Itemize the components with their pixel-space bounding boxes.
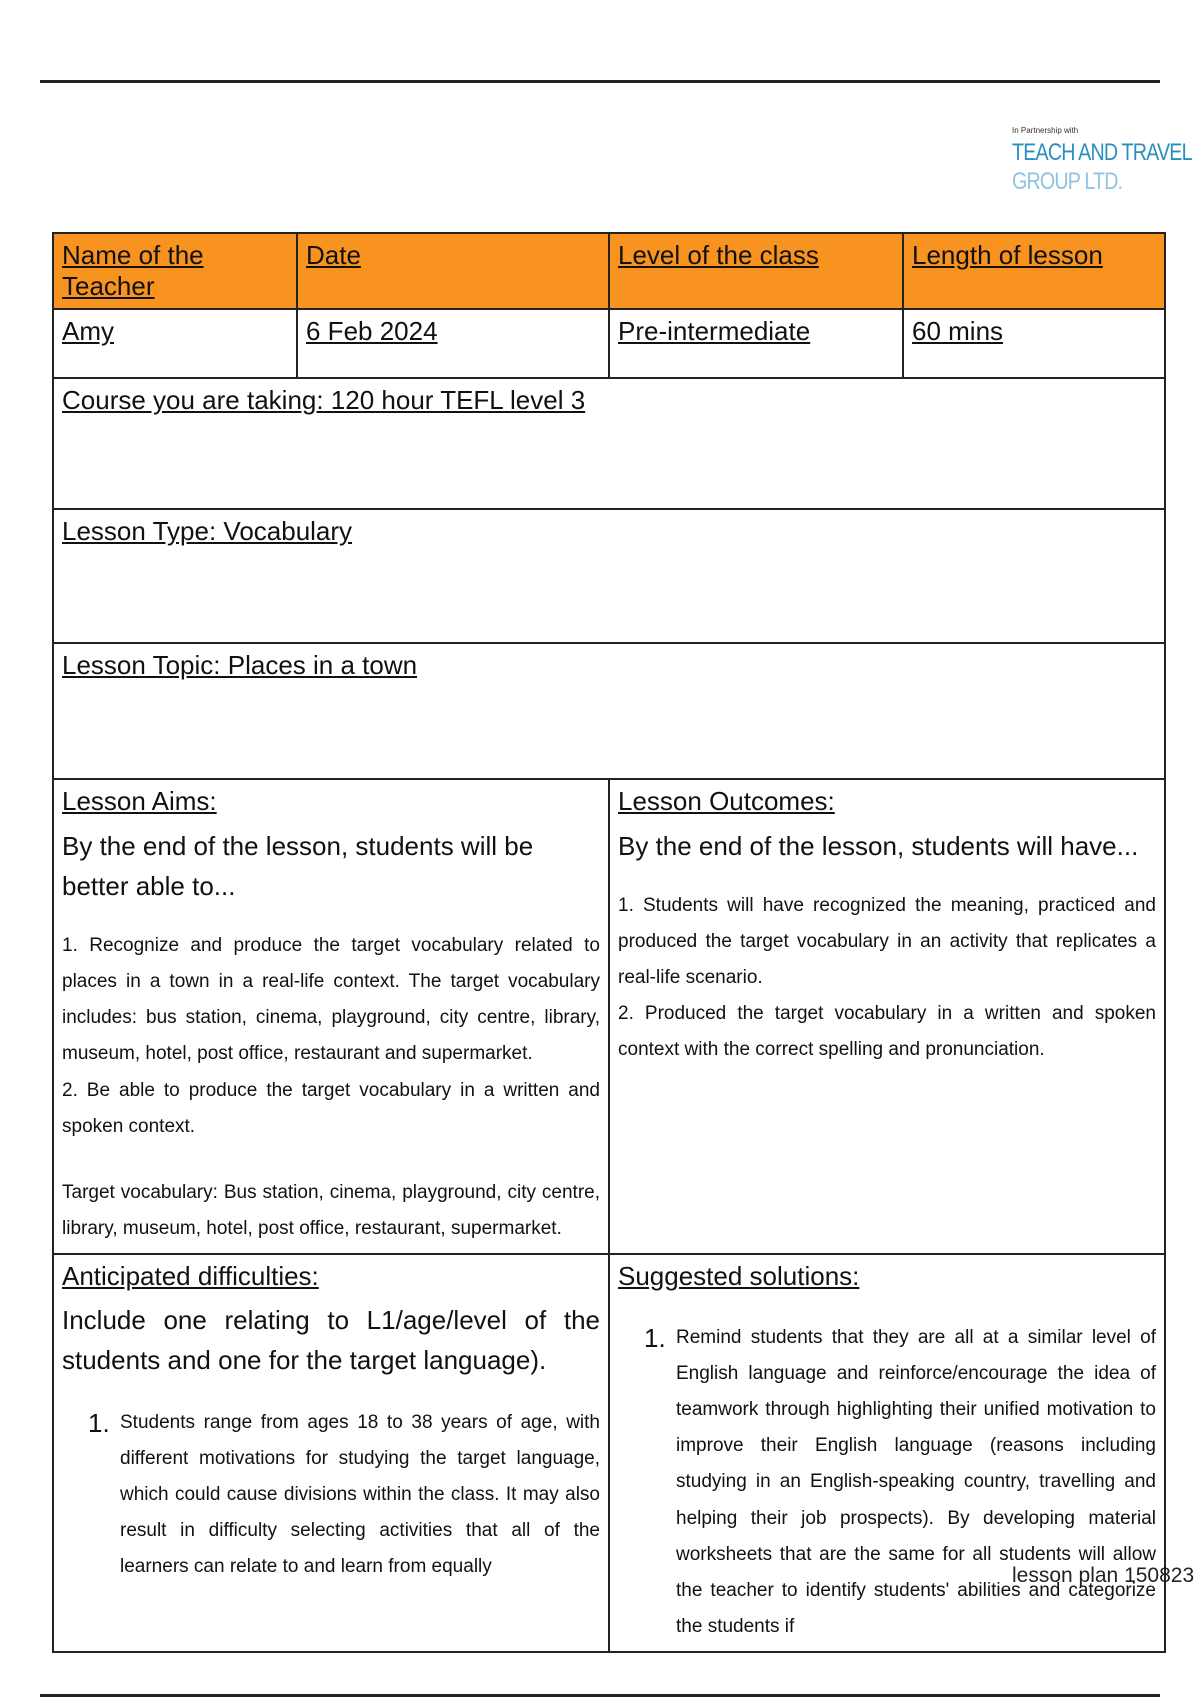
difficulties-cell <box>53 1254 609 1652</box>
partner-logo <box>1012 126 1192 197</box>
solution-text-1: Remind students that they are all at a similar level of English language and reinforce/encourage the idea of teamwork through highlighting their unified motivation to improve their English language (reasons including studying in an English-speaking country, travelling and helping their job prospects). By developing material worksheets that are the same for all students will allow the teacher to identify students' abilities and categorize the students if <box>676 1327 1156 1637</box>
lesson-plan-table <box>52 232 1166 1653</box>
teacher-name-header: Name of the Teacher <box>53 233 297 309</box>
lesson-topic-label: Lesson Topic: Places in a town <box>62 650 418 681</box>
solution-item-1 <box>618 1320 1156 1645</box>
logo-name-line1: TEACH AND TRAVEL <box>1012 139 1192 166</box>
difficulties-intro: Include one relating to L1/age/level of the students and one for the target language). <box>62 1305 600 1376</box>
date-header: Date <box>297 233 609 309</box>
logo-partner-line: In Partnership with <box>1012 126 1079 135</box>
lesson-aim-1: 1. Recognize and produce the target vocabulary related to places in a town in a real-life context. The target vocabulary includes: bus station, cinema, playground, city centre, library, museum, hotel, post office, restaurant and supermarket. <box>62 935 600 1065</box>
bottom-rule <box>40 1694 1160 1697</box>
lesson-outcome-2: 2. Produced the target vocabulary in a written and spoken context with the correct spelling and pronunciation. <box>618 1003 1156 1061</box>
difficulty-text-1: Students range from ages 18 to 38 years of age, with different motivations for studying the target language, which could cause divisions within the class. It may also result in difficulty selecting activities that all of the learners can relate to and learn from equally <box>120 1411 600 1578</box>
lesson-outcomes-intro: By the end of the lesson, students will have... <box>618 830 1139 861</box>
values-row <box>53 309 1165 378</box>
top-rule <box>40 80 1160 83</box>
lesson-outcomes-label: Lesson Outcomes: <box>618 786 835 817</box>
lesson-outcome-1: 1. Students will have recognized the meaning, practiced and produced the target vocabulary in an activity that replicates a real-life scenario. <box>618 894 1156 989</box>
course-label: Course you are taking: 120 hour TEFL level 3 <box>62 385 586 416</box>
lesson-aim-2: 2. Be able to produce the target vocabulary in a written and spoken context. <box>62 1079 600 1137</box>
header-row <box>53 233 1165 309</box>
difficulty-number-1: 1. <box>88 1407 110 1438</box>
difficulties-solutions-row <box>53 1254 1165 1652</box>
lesson-length-value: 60 mins <box>903 309 1165 378</box>
class-level-header: Level of the class <box>609 233 903 309</box>
lesson-outcomes-cell <box>609 779 1165 1254</box>
solution-number-1: 1. <box>644 1323 666 1354</box>
footer-note: lesson plan 150823 <box>1012 1564 1195 1587</box>
lesson-type-label: Lesson Type: Vocabulary <box>62 516 353 547</box>
course-row <box>53 378 1165 509</box>
lesson-aims-intro: By the end of the lesson, students will be better able to... <box>62 830 534 901</box>
solutions-label: Suggested solutions: <box>618 1260 860 1291</box>
date-value: 6 Feb 2024 <box>297 309 609 378</box>
solutions-cell <box>609 1254 1165 1652</box>
logo-name-line2: GROUP LTD. <box>1012 168 1123 195</box>
lesson-aims-cell <box>53 779 609 1254</box>
aims-outcomes-row <box>53 779 1165 1254</box>
target-vocabulary: Target vocabulary: Bus station, cinema, playground, city centre, library, museum, hotel, post office, restaurant, supermarket. <box>62 1181 600 1239</box>
difficulties-label: Anticipated difficulties: <box>62 1260 319 1291</box>
class-level-value: Pre-intermediate <box>609 309 903 378</box>
lesson-length-header: Length of lesson <box>903 233 1165 309</box>
difficulty-item-1 <box>62 1405 600 1585</box>
lesson-topic-row <box>53 643 1165 779</box>
lesson-type-row <box>53 509 1165 643</box>
teacher-name-value: Amy <box>53 309 297 378</box>
lesson-aims-label: Lesson Aims: <box>62 786 217 817</box>
